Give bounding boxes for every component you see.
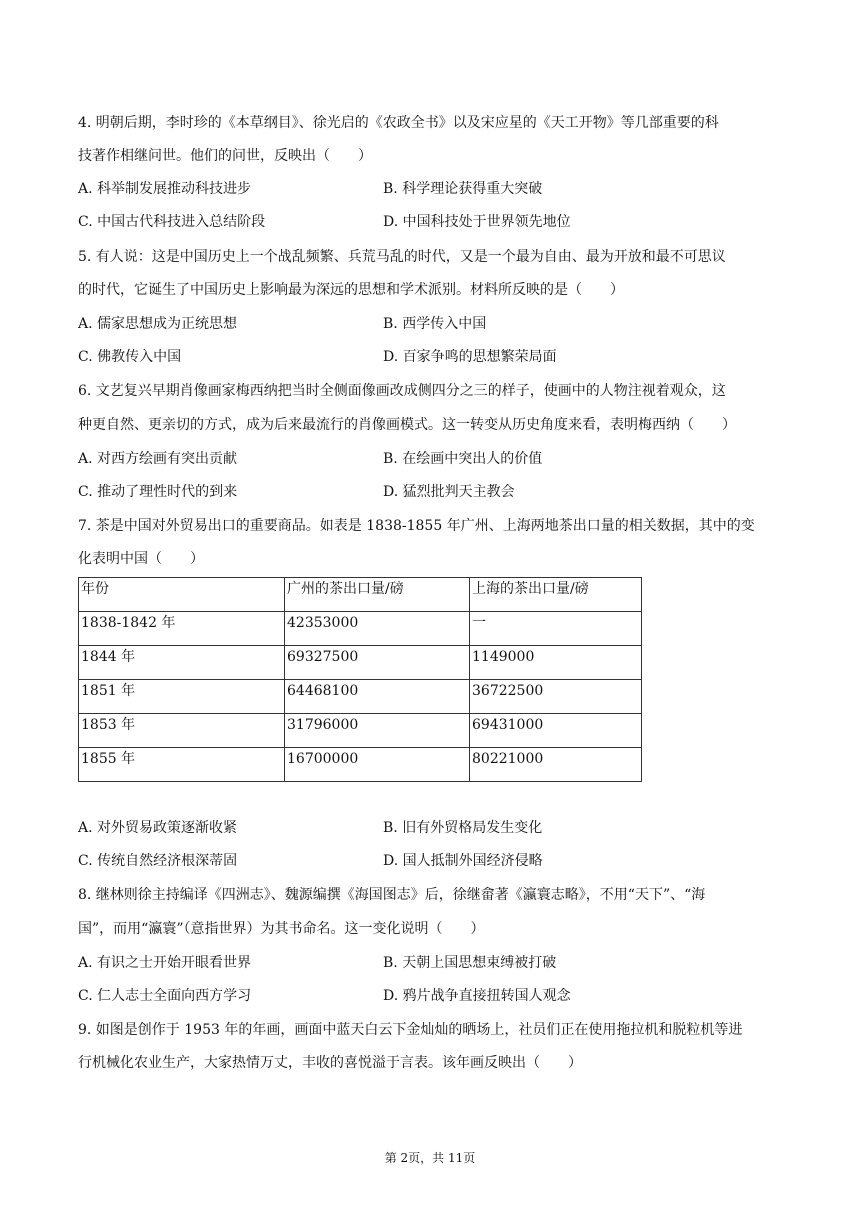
table-cell: 42353000 [285, 612, 470, 646]
table-row [79, 748, 642, 782]
q4-option-c[interactable]: C. 中国古代科技进入总结阶段 [78, 214, 266, 230]
table-row [79, 680, 642, 714]
q5-options-row-2 [78, 347, 788, 367]
q5-stem-line-2: 的时代，它诞生了中国历史上影响最为深远的思想和学术派别。材料所反映的是（ ） [78, 282, 624, 298]
q8-stem-line-2: 国”，而用“瀛寰”（意指世界）为其书命名。这一变化说明（ ） [78, 921, 485, 937]
tea-export-table [78, 577, 642, 782]
table-cell: 69327500 [285, 646, 470, 680]
q9-stem-line-2: 行机械化农业生产，大家热情万丈，丰收的喜悦溢于言表。该年画反映出（ ） [78, 1055, 582, 1071]
q6-option-d[interactable]: D. 猛烈批判天主教会 [383, 484, 515, 500]
q8-option-d[interactable]: D. 鸦片战争直接扭转国人观念 [383, 988, 571, 1004]
table-cell: 1855 年 [79, 748, 285, 782]
table-cell: 16700000 [285, 748, 470, 782]
q4-stem-line-1: 4. 明朝后期，李时珍的《本草纲目》、徐光启的《农政全书》以及宋应星的《天工开物》等几部重要的科 [78, 115, 719, 131]
table-cell: 1838-1842 年 [79, 612, 285, 646]
q7-option-b[interactable]: B. 旧有外贸格局发生变化 [383, 820, 543, 836]
table-header-cell: 广州的茶出口量/磅 [285, 578, 470, 612]
q4-options-row-2 [78, 212, 788, 232]
q5-option-c[interactable]: C. 佛教传入中国 [78, 349, 182, 365]
q6-options-row-2 [78, 482, 788, 502]
q4-option-a[interactable]: A. 科举制发展推动科技进步 [78, 181, 252, 197]
table-cell: 36722500 [470, 680, 642, 714]
table-row [79, 714, 642, 748]
table-header-cell: 上海的茶出口量/磅 [470, 578, 642, 612]
q8-options-row-1 [78, 953, 788, 973]
table-cell: 64468100 [285, 680, 470, 714]
q7-stem-line-2: 化表明中国（ ） [78, 551, 204, 567]
q4-options-row-1 [78, 179, 788, 199]
q8-option-a[interactable]: A. 有识之士开始开眼看世界 [78, 955, 252, 971]
q6-stem-line-1: 6. 文艺复兴早期肖像画家梅西纳把当时全侧面像画改成侧四分之三的样子，使画中的人物注视着观众，这 [78, 383, 726, 399]
table-header-row [79, 578, 642, 612]
q5-option-a[interactable]: A. 儒家思想成为正统思想 [78, 316, 238, 332]
table-cell: 31796000 [285, 714, 470, 748]
table-cell: 1853 年 [79, 714, 285, 748]
q5-option-b[interactable]: B. 西学传入中国 [383, 316, 487, 332]
q4-stem-line-2: 技著作相继问世。他们的问世，反映出（ ） [78, 148, 372, 164]
q6-option-a[interactable]: A. 对西方绘画有突出贡献 [78, 451, 238, 467]
page-number-footer: 第 2页，共 11页 [384, 1151, 476, 1165]
q7-option-c[interactable]: C. 传统自然经济根深蒂固 [78, 853, 238, 869]
q5-stem-line-1: 5. 有人说：这是中国历史上一个战乱频繁、兵荒马乱的时代，又是一个最为自由、最为开放和最不可思议 [78, 249, 726, 265]
q7-options-row-2 [78, 851, 788, 871]
q8-options-row-2 [78, 986, 788, 1006]
q7-stem-line-1: 7. 茶是中国对外贸易出口的重要商品。如表是 1838-1855 年广州、上海两地茶出口量的相关数据，其中的变 [78, 518, 755, 534]
table-cell: 1851 年 [79, 680, 285, 714]
table-cell: 一 [470, 612, 642, 646]
q5-options-row-1 [78, 314, 788, 334]
q7-option-d[interactable]: D. 国人抵制外国经济侵略 [383, 853, 543, 869]
table-cell: 1844 年 [79, 646, 285, 680]
q6-options-row-1 [78, 449, 788, 469]
table-row [79, 612, 642, 646]
q6-option-b[interactable]: B. 在绘画中突出人的价值 [383, 451, 543, 467]
q4-option-d[interactable]: D. 中国科技处于世界领先地位 [383, 214, 571, 230]
table-cell: 1149000 [470, 646, 642, 680]
q4-option-b[interactable]: B. 科学理论获得重大突破 [383, 181, 543, 197]
q6-stem-line-2: 种更自然、更亲切的方式，成为后来最流行的肖像画模式。这一转变从历史角度来看，表明梅西纳（ ） [78, 417, 736, 433]
table-header-cell: 年份 [79, 578, 285, 612]
q8-option-c[interactable]: C. 仁人志士全面向西方学习 [78, 988, 252, 1004]
q8-stem-line-1: 8. 继林则徐主持编译《四洲志》、魏源编撰《海国图志》后，徐继畲著《瀛寰志略》，不用“天下”、“海 [78, 887, 706, 903]
q7-option-a[interactable]: A. 对外贸易政策逐渐收紧 [78, 820, 238, 836]
q9-stem-line-1: 9. 如图是创作于 1953 年的年画，画面中蓝天白云下金灿灿的晒场上，社员们正在使用拖拉机和脱粒机等进 [78, 1022, 743, 1038]
q5-option-d[interactable]: D. 百家争鸣的思想繁荣局面 [383, 349, 557, 365]
table-cell: 69431000 [470, 714, 642, 748]
q7-options-row-1 [78, 818, 788, 838]
table-cell: 80221000 [470, 748, 642, 782]
q8-option-b[interactable]: B. 天朝上国思想束缚被打破 [383, 955, 557, 971]
table-row [79, 646, 642, 680]
q6-option-c[interactable]: C. 推动了理性时代的到来 [78, 484, 238, 500]
